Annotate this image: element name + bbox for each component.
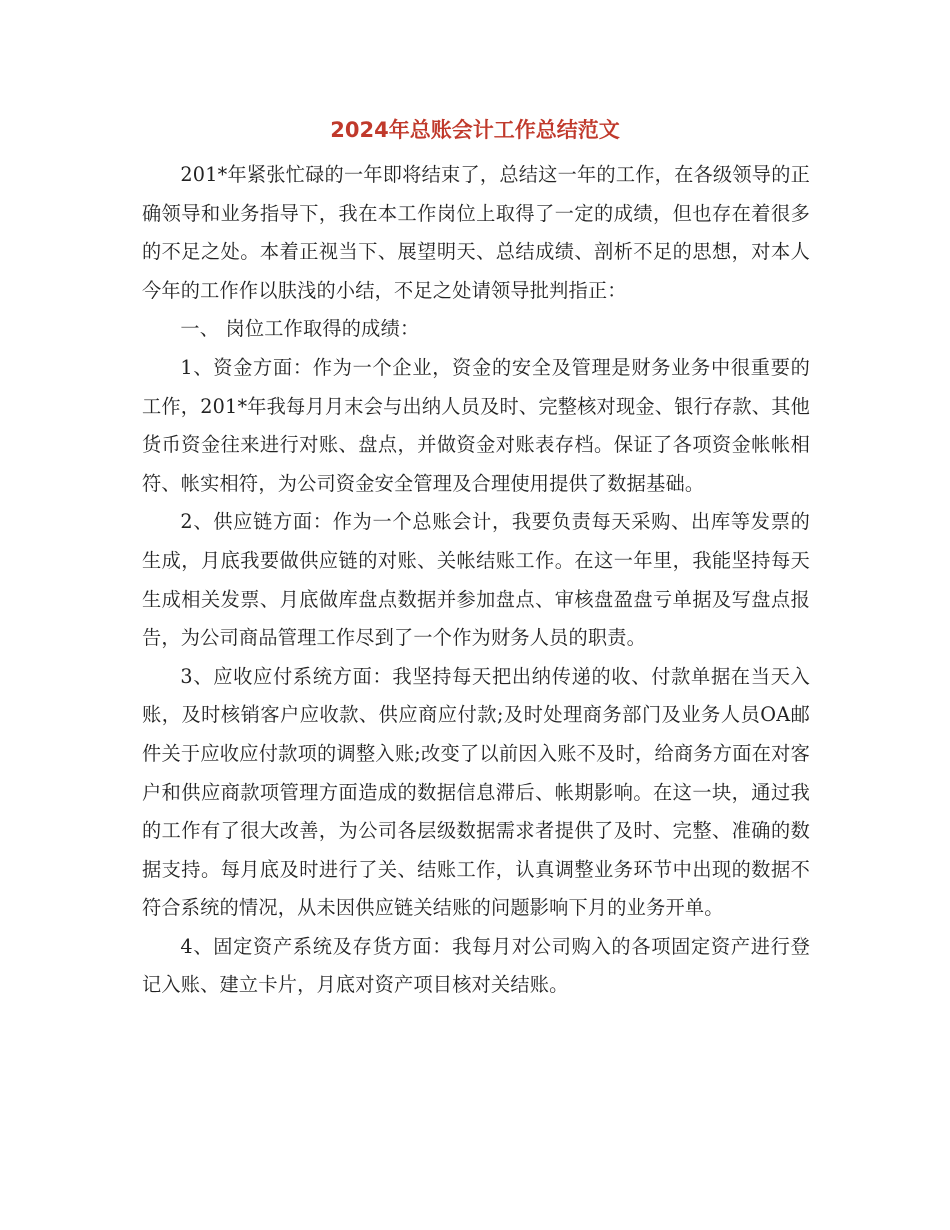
- paragraph-receivables-payables: 3、应收应付系统方面：我坚持每天把出纳传递的收、付款单据在当天入账，及时核销客户应收款、供应商应付款;及时处理商务部门及业务人员OA邮件关于应收应付款项的调整入账;改变了以前因入账不及时，给商务方面在对客户和供应商款项管理方面造成的数据信息滞后、帐期影响。在这一块，通过我的工作有了很大改善，为公司各层级数据需求者提供了及时、完整、准确的数据支持。每月底及时进行了关、结账工作，认真调整业务环节中出现的数据不符合系统的情况，从未因供应链关结账的问题影响下月的业务开单。: [142, 664, 810, 920]
- document-body: [142, 156, 810, 1005]
- paragraph-fixed-assets: 4、固定资产系统及存货方面：我每月对公司购入的各项固定资产进行登记入账、建立卡片，月底对资产项目核对关结账。: [142, 934, 810, 997]
- document-title: 2024年总账会计工作总结范文: [330, 118, 620, 142]
- paragraph-supply-chain: 2、供应链方面：作为一个总账会计，我要负责每天采购、出库等发票的生成，月底我要做供应链的对账、关帐结账工作。在这一年里，我能坚持每天生成相关发票、月底做库盘点数据并参加盘点、审核盘盈盘亏单据及写盘点报告，为公司商品管理工作尽到了一个作为财务人员的职责。: [142, 510, 810, 650]
- paragraph-funds: 1、资金方面：作为一个企业，资金的安全及管理是财务业务中很重要的工作，201*年我每月月末会与出纳人员及时、完整核对现金、银行存款、其他货币资金往来进行对账、盘点，并做资金对账表存档。保证了各项资金帐帐相符、帐实相符，为公司资金安全管理及合理使用提供了数据基础。: [142, 355, 810, 495]
- section-heading: 一、 岗位工作取得的成绩：: [180, 317, 420, 341]
- intro-paragraph: 201*年紧张忙碌的一年即将结束了，总结这一年的工作，在各级领导的正确领导和业务指导下，我在本工作岗位上取得了一定的成绩，但也存在着很多的不足之处。本着正视当下、展望明天、总结成绩、剖析不足的思想，对本人今年的工作作以肤浅的小结，不足之处请领导批判指正：: [142, 163, 810, 302]
